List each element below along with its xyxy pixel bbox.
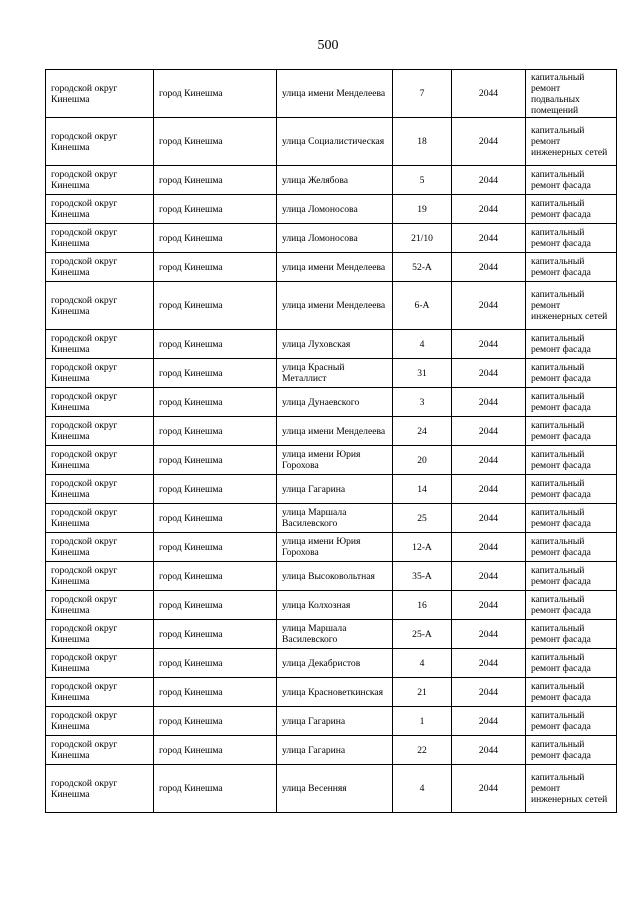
district-cell: городской округ Кинешма: [46, 195, 154, 224]
district-cell: городской округ Кинешма: [46, 765, 154, 813]
year-cell: 2044: [452, 446, 526, 475]
house-cell: 19: [393, 195, 452, 224]
work-type-cell: капитальный ремонт инженерных сетей: [526, 765, 617, 813]
house-cell: 7: [393, 70, 452, 118]
street-cell: улица Маршала Василевского: [277, 620, 393, 649]
street-cell: улица Гагарина: [277, 736, 393, 765]
locality-cell: город Кинешма: [154, 417, 277, 446]
year-cell: 2044: [452, 282, 526, 330]
work-type-cell: капитальный ремонт фасада: [526, 504, 617, 533]
year-cell: 2044: [452, 166, 526, 195]
street-cell: улица Социалистическая: [277, 118, 393, 166]
locality-cell: город Кинешма: [154, 707, 277, 736]
work-type-cell: капитальный ремонт фасада: [526, 330, 617, 359]
locality-cell: город Кинешма: [154, 678, 277, 707]
district-cell: городской округ Кинешма: [46, 533, 154, 562]
table-row: [46, 446, 617, 475]
house-cell: 18: [393, 118, 452, 166]
district-cell: городской округ Кинешма: [46, 504, 154, 533]
house-cell: 1: [393, 707, 452, 736]
year-cell: 2044: [452, 620, 526, 649]
table-row: [46, 70, 617, 118]
table-row: [46, 253, 617, 282]
street-cell: улица Высоковольтная: [277, 562, 393, 591]
work-type-cell: капитальный ремонт фасада: [526, 562, 617, 591]
table-row: [46, 388, 617, 417]
locality-cell: город Кинешма: [154, 224, 277, 253]
table-row: [46, 736, 617, 765]
street-cell: улица Гагарина: [277, 707, 393, 736]
locality-cell: город Кинешма: [154, 475, 277, 504]
street-cell: улица Красный Металлист: [277, 359, 393, 388]
work-type-cell: капитальный ремонт фасада: [526, 253, 617, 282]
table-row: [46, 118, 617, 166]
district-cell: городской округ Кинешма: [46, 562, 154, 591]
district-cell: городской округ Кинешма: [46, 591, 154, 620]
table-row: [46, 620, 617, 649]
house-cell: 22: [393, 736, 452, 765]
street-cell: улица Весенняя: [277, 765, 393, 813]
work-type-cell: капитальный ремонт фасада: [526, 736, 617, 765]
table-row: [46, 224, 617, 253]
locality-cell: город Кинешма: [154, 166, 277, 195]
street-cell: улица Дунаевского: [277, 388, 393, 417]
house-cell: 21/10: [393, 224, 452, 253]
year-cell: 2044: [452, 118, 526, 166]
district-cell: городской округ Кинешма: [46, 649, 154, 678]
street-cell: улица имени Менделеева: [277, 70, 393, 118]
locality-cell: город Кинешма: [154, 118, 277, 166]
work-type-cell: капитальный ремонт фасада: [526, 224, 617, 253]
year-cell: 2044: [452, 765, 526, 813]
house-cell: 5: [393, 166, 452, 195]
house-cell: 14: [393, 475, 452, 504]
street-cell: улица Маршала Василевского: [277, 504, 393, 533]
repair-schedule-table: [45, 69, 617, 813]
street-cell: улица Колхозная: [277, 591, 393, 620]
house-cell: 52-А: [393, 253, 452, 282]
table-row: [46, 707, 617, 736]
house-cell: 12-А: [393, 533, 452, 562]
locality-cell: город Кинешма: [154, 562, 277, 591]
work-type-cell: капитальный ремонт фасада: [526, 388, 617, 417]
year-cell: 2044: [452, 417, 526, 446]
table-row: [46, 591, 617, 620]
year-cell: 2044: [452, 736, 526, 765]
locality-cell: город Кинешма: [154, 765, 277, 813]
year-cell: 2044: [452, 678, 526, 707]
house-cell: 16: [393, 591, 452, 620]
locality-cell: город Кинешма: [154, 504, 277, 533]
locality-cell: город Кинешма: [154, 253, 277, 282]
locality-cell: город Кинешма: [154, 591, 277, 620]
work-type-cell: капитальный ремонт фасада: [526, 707, 617, 736]
house-cell: 25-А: [393, 620, 452, 649]
house-cell: 4: [393, 649, 452, 678]
year-cell: 2044: [452, 475, 526, 504]
locality-cell: город Кинешма: [154, 620, 277, 649]
district-cell: городской округ Кинешма: [46, 166, 154, 195]
work-type-cell: капитальный ремонт фасада: [526, 195, 617, 224]
work-type-cell: капитальный ремонт фасада: [526, 166, 617, 195]
year-cell: 2044: [452, 591, 526, 620]
work-type-cell: капитальный ремонт инженерных сетей: [526, 282, 617, 330]
locality-cell: город Кинешма: [154, 388, 277, 417]
locality-cell: город Кинешма: [154, 533, 277, 562]
street-cell: улица имени Юрия Горохова: [277, 533, 393, 562]
district-cell: городской округ Кинешма: [46, 224, 154, 253]
table-row: [46, 359, 617, 388]
work-type-cell: капитальный ремонт фасада: [526, 359, 617, 388]
work-type-cell: капитальный ремонт инженерных сетей: [526, 118, 617, 166]
district-cell: городской округ Кинешма: [46, 707, 154, 736]
year-cell: 2044: [452, 359, 526, 388]
work-type-cell: капитальный ремонт фасада: [526, 620, 617, 649]
street-cell: улица Красноветкинская: [277, 678, 393, 707]
locality-cell: город Кинешма: [154, 446, 277, 475]
table-row: [46, 504, 617, 533]
year-cell: 2044: [452, 707, 526, 736]
house-cell: 31: [393, 359, 452, 388]
table-row: [46, 562, 617, 591]
year-cell: 2044: [452, 562, 526, 591]
locality-cell: город Кинешма: [154, 330, 277, 359]
locality-cell: город Кинешма: [154, 70, 277, 118]
house-cell: 3: [393, 388, 452, 417]
table-row: [46, 417, 617, 446]
year-cell: 2044: [452, 224, 526, 253]
locality-cell: город Кинешма: [154, 282, 277, 330]
district-cell: городской округ Кинешма: [46, 678, 154, 707]
district-cell: городской округ Кинешма: [46, 70, 154, 118]
house-cell: 35-А: [393, 562, 452, 591]
work-type-cell: капитальный ремонт фасада: [526, 591, 617, 620]
page-number: 500: [317, 38, 339, 53]
house-cell: 6-А: [393, 282, 452, 330]
locality-cell: город Кинешма: [154, 736, 277, 765]
house-cell: 4: [393, 330, 452, 359]
street-cell: улица имени Менделеева: [277, 253, 393, 282]
street-cell: улица Ломоносова: [277, 195, 393, 224]
table-row: [46, 166, 617, 195]
street-cell: улица Декабристов: [277, 649, 393, 678]
street-cell: улица Гагарина: [277, 475, 393, 504]
work-type-cell: капитальный ремонт фасада: [526, 533, 617, 562]
district-cell: городской округ Кинешма: [46, 475, 154, 504]
table-row: [46, 765, 617, 813]
work-type-cell: капитальный ремонт фасада: [526, 446, 617, 475]
table-row: [46, 678, 617, 707]
work-type-cell: капитальный ремонт фасада: [526, 475, 617, 504]
locality-cell: город Кинешма: [154, 359, 277, 388]
district-cell: городской округ Кинешма: [46, 736, 154, 765]
house-cell: 4: [393, 765, 452, 813]
street-cell: улица Ломоносова: [277, 224, 393, 253]
work-type-cell: капитальный ремонт фасада: [526, 649, 617, 678]
work-type-cell: капитальный ремонт фасада: [526, 417, 617, 446]
street-cell: улица имени Юрия Горохова: [277, 446, 393, 475]
year-cell: 2044: [452, 504, 526, 533]
table-row: [46, 282, 617, 330]
street-cell: улица имени Менделеева: [277, 417, 393, 446]
district-cell: городской округ Кинешма: [46, 417, 154, 446]
district-cell: городской округ Кинешма: [46, 359, 154, 388]
house-cell: 25: [393, 504, 452, 533]
table-row: [46, 330, 617, 359]
year-cell: 2044: [452, 330, 526, 359]
table-row: [46, 195, 617, 224]
street-cell: улица имени Менделеева: [277, 282, 393, 330]
year-cell: 2044: [452, 649, 526, 678]
district-cell: городской округ Кинешма: [46, 446, 154, 475]
work-type-cell: капитальный ремонт фасада: [526, 678, 617, 707]
year-cell: 2044: [452, 253, 526, 282]
table-row: [46, 533, 617, 562]
district-cell: городской округ Кинешма: [46, 253, 154, 282]
district-cell: городской округ Кинешма: [46, 118, 154, 166]
district-cell: городской округ Кинешма: [46, 388, 154, 417]
table-row: [46, 649, 617, 678]
year-cell: 2044: [452, 195, 526, 224]
street-cell: улица Желябова: [277, 166, 393, 195]
house-cell: 24: [393, 417, 452, 446]
district-cell: городской округ Кинешма: [46, 620, 154, 649]
year-cell: 2044: [452, 533, 526, 562]
locality-cell: город Кинешма: [154, 649, 277, 678]
table-row: [46, 475, 617, 504]
year-cell: 2044: [452, 70, 526, 118]
district-cell: городской округ Кинешма: [46, 330, 154, 359]
locality-cell: город Кинешма: [154, 195, 277, 224]
work-type-cell: капитальный ремонт подвальных помещений: [526, 70, 617, 118]
street-cell: улица Луховская: [277, 330, 393, 359]
house-cell: 20: [393, 446, 452, 475]
house-cell: 21: [393, 678, 452, 707]
district-cell: городской округ Кинешма: [46, 282, 154, 330]
year-cell: 2044: [452, 388, 526, 417]
